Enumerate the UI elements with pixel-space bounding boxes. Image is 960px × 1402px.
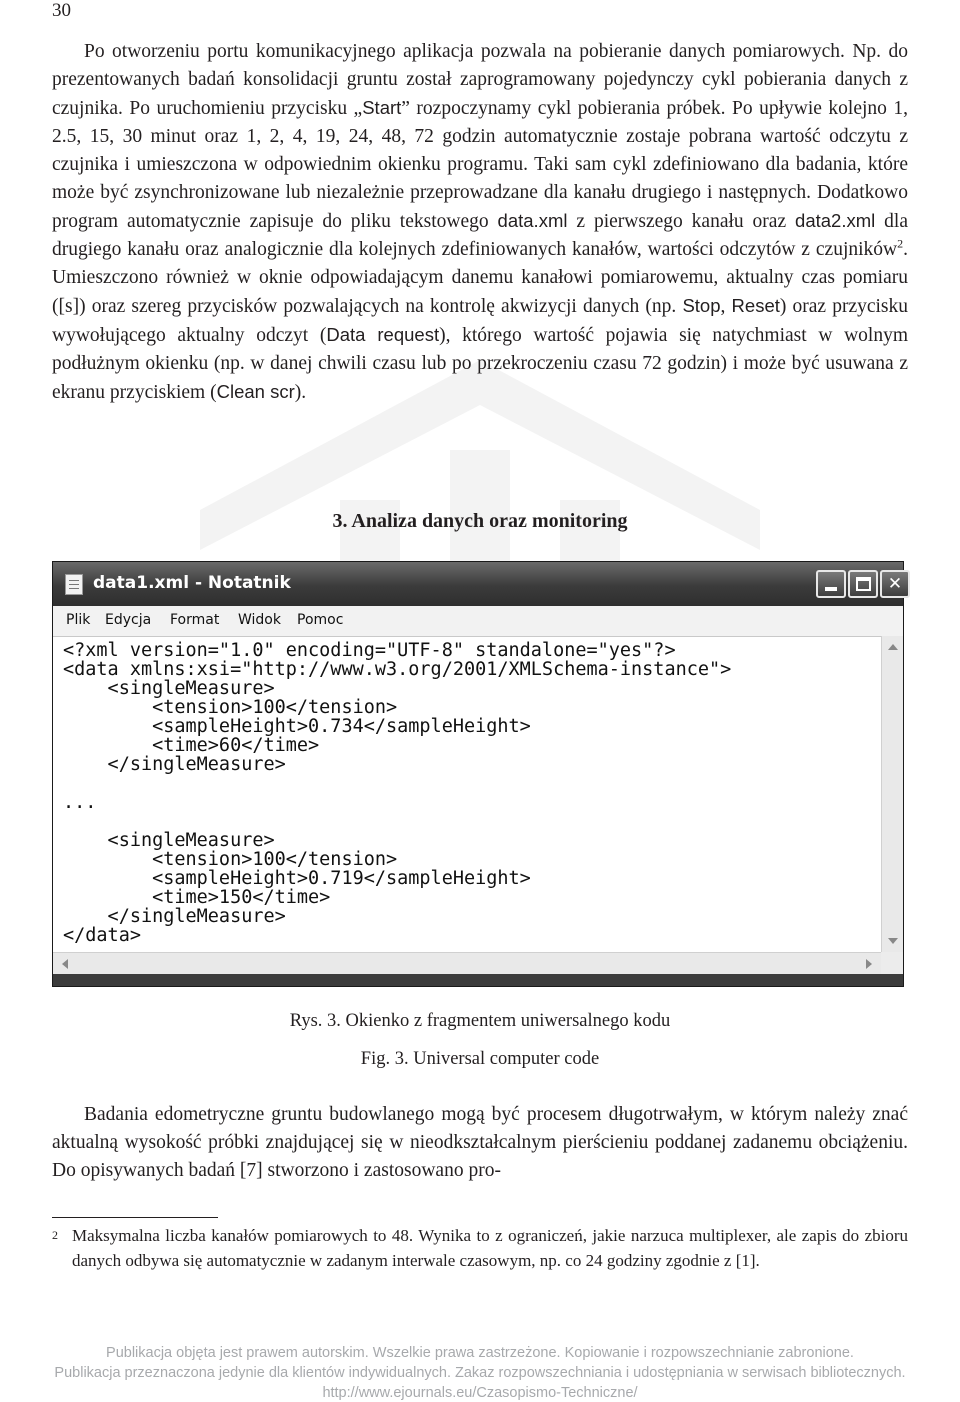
text-editor-area[interactable] [53, 636, 881, 952]
maximize-icon [856, 577, 871, 591]
ui-term: Clean scr [216, 381, 295, 402]
maximize-button[interactable] [848, 570, 878, 598]
code-line: <sampleHeight>0.734</sampleHeight> [63, 716, 531, 737]
close-button[interactable] [880, 570, 910, 598]
paragraph-segment: ), którego wartość pojawia się natychmiast w wolnym podłużnym okienku (np. w danej chwili czasu lub po przekroczeniu czasu 72 godzin) i może być usuwana z ekranu przyciskiem ( [52, 325, 908, 403]
menu-edit[interactable]: Edycja [105, 612, 152, 628]
ui-term: Stop [682, 295, 721, 316]
footer-copyright-line: Publikacja objęta jest prawem autorskim. Wszelkie prawa zastrzeżone. Kopiowanie i rozpowszechnianie zabronione. [106, 1345, 854, 1361]
paragraph-intro [52, 38, 908, 407]
menu-help[interactable]: Pomoc [297, 612, 344, 628]
scroll-down-arrow-icon[interactable] [888, 938, 898, 944]
menu-view[interactable]: Widok [238, 612, 281, 628]
paragraph-segment: z pierwszego kanału oraz [567, 211, 796, 232]
paragraph-segment: dla drugiego kanału oraz analogicznie dla kolejnych zdefiniowanych kanałów, wartości odczytów z czujników [52, 211, 908, 260]
window-title: data1.xml - Notatnik [93, 573, 291, 593]
horizontal-scrollbar[interactable] [53, 952, 881, 974]
code-line: <data xmlns:xsi="http://www.w3.org/2001/XMLSchema-instance"> [63, 659, 732, 680]
code-line: <time>150</time> [63, 887, 331, 908]
footnote [52, 1223, 908, 1273]
figure-caption-pl: Rys. 3. Okienko z fragmentem uniwersalnego kodu [289, 1011, 671, 1031]
code-line: </singleMeasure> [63, 906, 286, 927]
code-line: <time>60</time> [63, 735, 320, 756]
code-line: <singleMeasure> [63, 830, 275, 851]
paragraph-segment: ) oraz przycisku wywołującego aktualny odczyt ( [52, 296, 909, 346]
footnote-ref: 2 [897, 236, 904, 251]
ui-term: Data request [326, 324, 440, 345]
ui-term: Start [362, 97, 402, 118]
scroll-right-arrow-icon[interactable] [866, 959, 872, 969]
paragraph-segment: . Umieszczono również w oknie odpowiadającym danemu kanałowi pomiarowemu, aktualny czas pomiaru ([s]) oraz szereg przycisków pozwalających na kontrolę akwizycji danych (np. [52, 239, 908, 317]
ui-term: Reset [731, 295, 780, 316]
notepad-icon [65, 574, 83, 595]
ui-term: data2.xml [795, 210, 876, 231]
scroll-up-arrow-icon[interactable] [888, 644, 898, 650]
code-line: ... [63, 792, 97, 813]
footer-license-line: Publikacja przeznaczona jedynie dla klientów indywidualnych. Zakaz rozpowszechniania i udostępniania w serwisach bibliotecznych. [54, 1365, 906, 1381]
code-line: <?xml version="1.0" encoding="UTF-8" standalone="yes"?> [63, 640, 676, 661]
page-number: 30 [52, 0, 71, 21]
ui-term: data.xml [497, 210, 568, 231]
scrollbar-corner [881, 952, 903, 974]
close-icon: ✕ [887, 574, 903, 594]
footnote-mark: 2 [52, 1228, 58, 1242]
paragraph-segment: ). [294, 382, 307, 403]
menu-format[interactable]: Format [170, 612, 220, 628]
paragraph-segment: , [720, 296, 732, 317]
paragraph-segment: Po otworzeniu portu komunikacyjnego aplikacja pozwala na pobieranie danych pomiarowych. Np. do prezentowanych badań konsolidacji gruntu został zaprogramowany pojedynczy cykl pobierania danych z czujnika. Po uruchomieniu przycisku „ [52, 41, 908, 119]
footnote-text: Maksymalna liczba kanałów pomiarowych to 48. Wynika to z ograniczeń, jakie narzuca multiplexer, ale zapis do zbioru danych odbywa się automatycznie w zadanym interwale czasowym, np. co 24 godziny zgodnie z [1]. [72, 1226, 908, 1270]
footnote-divider [52, 1217, 218, 1218]
menu-file[interactable]: Plik [66, 612, 91, 628]
code-line: <tension>100</tension> [63, 849, 398, 870]
menu-bar [53, 606, 903, 636]
figure-caption-en: Fig. 3. Universal computer code [360, 1049, 600, 1069]
code-line: <tension>100</tension> [63, 697, 398, 718]
minimize-icon [825, 587, 837, 591]
footer-url: http://www.ejournals.eu/Czasopismo-Techniczne/ [322, 1385, 638, 1401]
code-line: </data> [63, 925, 141, 946]
section-heading: 3. Analiza danych oraz monitoring [332, 510, 628, 532]
notepad-window [52, 561, 904, 987]
minimize-button[interactable] [816, 570, 846, 598]
title-bar[interactable] [53, 562, 903, 606]
vertical-scrollbar[interactable] [881, 636, 903, 952]
paragraph-edometric: Badania edometryczne gruntu budowlanego mogą być procesem długotrwałym, w którym należy znać aktualną wysokość próbki znajdującej się w nieodkształcalnym pierścieniu poddanej zadanemu obciążeniu. Do opisywanych badań [7] stworzono i zastosowano pro- [52, 1104, 908, 1181]
code-line: <sampleHeight>0.719</sampleHeight> [63, 868, 531, 889]
paragraph-segment: ” rozpoczynamy cykl pobierania próbek. Po upływie kolejno 1, 2.5, 15, 30 minut oraz 1, 2, 4, 19, 24, 48, 72 godzin automatycznie zostaje pobrana wartość odczytu z czujnika i umieszczona w odpowiednim okienku programu. Taki sam cykl zdefiniowano dla badania, które może być zsynchronizowane lub niezależnie przeprowadzane dla kanału drugiego i następnych. Dodatkowo program automatycznie zapisuje do pliku tekstowego [52, 98, 908, 232]
scroll-left-arrow-icon[interactable] [62, 959, 68, 969]
code-line: <singleMeasure> [63, 678, 275, 699]
code-line: </singleMeasure> [63, 754, 286, 775]
